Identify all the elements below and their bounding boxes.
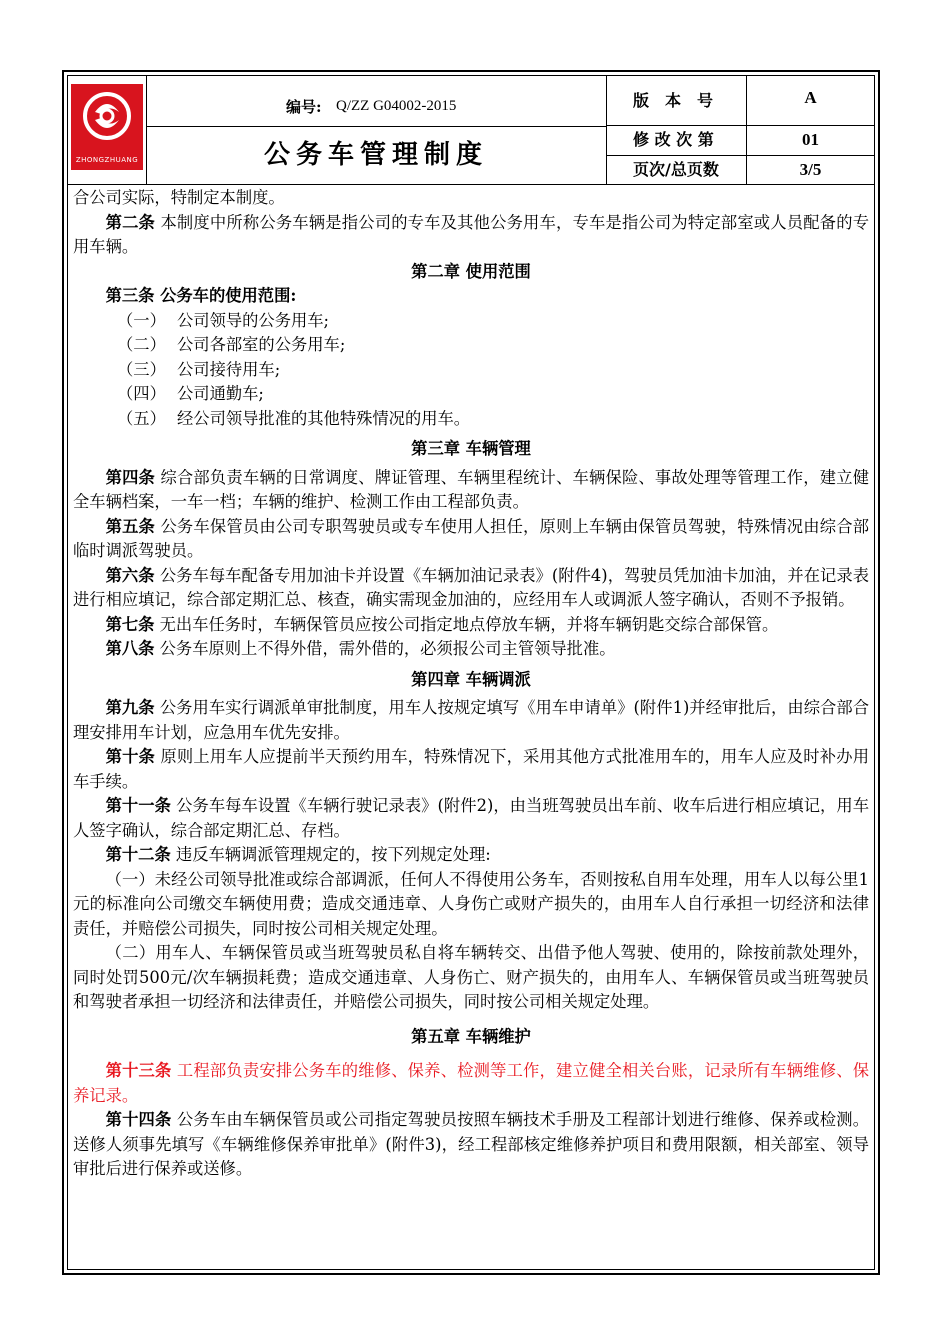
article-title: 第六条 xyxy=(105,565,155,585)
list-text: 公司通勤车; xyxy=(177,384,264,403)
document-title: 公务车管理制度 xyxy=(263,140,488,170)
chapter-4-heading: 第四章 车辆调派 xyxy=(411,669,531,689)
logo-cell xyxy=(68,76,147,184)
code-label: 编号: xyxy=(286,98,322,116)
article-title: 第五条 xyxy=(105,516,156,536)
logo-text: ZHONGZHUANG xyxy=(75,156,139,164)
article-title: 第十条 xyxy=(105,747,156,766)
chapter-5-heading: 第五章 车辆维护 xyxy=(411,1026,531,1046)
article-text: 工程部负责安排公务车的维修、保养、检测等工作，建立健全相关台账，记录所有车辆维修、保养记录。 xyxy=(73,1061,869,1105)
article-title: 第九条 xyxy=(105,698,155,717)
article-2 xyxy=(73,211,869,260)
article-title: 第八条 xyxy=(105,639,155,658)
meta-value: A xyxy=(804,88,817,107)
chapter-2-heading: 第二章 使用范围 xyxy=(411,261,531,281)
document-inner xyxy=(67,75,875,1270)
list-item xyxy=(73,358,869,383)
meta-key: 版 本 号 xyxy=(607,76,747,125)
article-text: 综合部负责车辆的日常调度、牌证管理、车辆里程统计、车辆保险、事故处理等管理工作，建立健全车辆档案，一车一档；车辆的维护、检测工作由工程部负责。 xyxy=(73,467,869,511)
article-5 xyxy=(73,515,869,564)
document-frame xyxy=(62,70,880,1275)
header-table xyxy=(68,76,874,185)
list-text: 经公司领导批准的其他特殊情况的用车。 xyxy=(177,408,471,428)
article-text: 公务车由车辆保管员或公司指定驾驶员按照车辆技术手册及工程部计划进行维修、保养或检测。送修人须事先填写《车辆维修保养审批单》(附件3)，经工程部核定维修养护项目和费用限额，相关部室、领导审批后进行保养或送修。 xyxy=(73,1110,869,1178)
list-item xyxy=(73,407,869,432)
article-title: 第七条 xyxy=(105,614,155,634)
intro-paragraph: 合公司实际，特制定本制度。 xyxy=(73,188,285,207)
list-number: （二） xyxy=(117,335,166,354)
article-text: 公务车每车配备专用加油卡并设置《车辆加油记录表》(附件4)，驾驶员凭加油卡加油，并在记录表进行相应填记，综合部定期汇总、核查，确实需现金加油的，应经用车人或调派人签字确认，否则不予报销。 xyxy=(73,565,869,609)
list-number: （三） xyxy=(117,359,166,379)
article-text: 公务车保管员由公司专职驾驶员或专车使用人担任，原则上车辆由保管员驾驶，特殊情况由综合部临时调派驾驶员。 xyxy=(73,516,869,560)
meta-row-revision xyxy=(607,125,874,156)
list-number: （五） xyxy=(117,408,166,428)
list-text: 公司各部室的公务用车; xyxy=(177,335,346,354)
code-value: Q/ZZ G04002-2015 xyxy=(336,98,457,114)
meta-value: 01 xyxy=(802,130,819,149)
article-3 xyxy=(73,284,869,309)
meta-value: 3/5 xyxy=(799,160,822,179)
article-12 xyxy=(73,843,869,868)
article-title: 第四条 xyxy=(105,467,156,487)
article-12-clause-1: （一）未经公司领导批准或综合部调派，任何人不得使用公务车，否则按私自用车处理，用车人以每公里1元的标准向公司缴交车辆使用费；造成交通违章、人身伤亡或财产损失的，由用车人自行承担一切经济和法律责任，并赔偿公司损失，同时按公司相关规定处理。 xyxy=(73,869,869,938)
meta-row-version xyxy=(607,76,874,126)
chapter-3-heading: 第三章 车辆管理 xyxy=(411,439,531,458)
article-title: 第三条 公务车的使用范围: xyxy=(105,286,297,305)
article-text: 无出车任务时，车辆保管员应按公司指定地点停放车辆，并将车辆钥匙交综合部保管。 xyxy=(159,614,779,634)
article-text: 原则上用车人应提前半天预约用车，特殊情况下，采用其他方式批准用车的，用车人应及时补办用车手续。 xyxy=(73,747,869,791)
list-item xyxy=(73,382,869,407)
article-13 xyxy=(73,1059,869,1108)
article-11 xyxy=(73,794,869,843)
article-6 xyxy=(73,564,869,613)
list-item xyxy=(73,309,869,334)
list-number: （四） xyxy=(117,384,166,403)
article-12-clause-2: （二）用车人、车辆保管员或当班驾驶员私自将车辆转交、出借予他人驾驶、使用的，除按前款处理外，同时处罚500元/次车辆损耗费；造成交通违章、人身伤亡、财产损失的，由用车人、车辆保管员或当班驾驶员和驾驶者承担一切经济和法律责任，并赔偿公司损失，同时按公司相关规定处理。 xyxy=(73,943,869,1011)
article-10 xyxy=(73,745,869,794)
list-text: 公司接待用车; xyxy=(177,359,281,379)
meta-table xyxy=(606,76,874,184)
list-item xyxy=(73,333,869,358)
article-title: 第十二条 xyxy=(105,845,171,864)
article-text: 本制度中所称公务车辆是指公司的专车及其他公务用车，专车是指公司为特定部室或人员配备的专用车辆。 xyxy=(73,212,869,256)
article-text: 公务车原则上不得外借，需外借的，必须报公司主管领导批准。 xyxy=(159,639,616,658)
article-7 xyxy=(73,613,869,638)
list-number: （一） xyxy=(117,310,166,330)
document-body xyxy=(73,186,869,1182)
article-9 xyxy=(73,696,869,745)
article-text: 公务车每车设置《车辆行驶记录表》(附件2)，由当班驾驶员出车前、收车后进行相应填记，用车人签字确认，综合部定期汇总、存档。 xyxy=(73,796,869,840)
article-title: 第十一条 xyxy=(105,796,171,815)
article-title: 第二条 xyxy=(105,212,156,232)
article-14 xyxy=(73,1108,869,1182)
article-4 xyxy=(73,466,869,515)
article-title: 第十四条 xyxy=(105,1110,172,1129)
meta-row-pages xyxy=(607,155,874,184)
meta-key: 修 改 次 第 xyxy=(607,125,747,155)
company-logo xyxy=(71,84,143,170)
doc-code-cell xyxy=(146,76,606,127)
list-text: 公司领导的公务用车; xyxy=(177,310,330,330)
article-8 xyxy=(73,637,869,662)
swirl-logo-icon xyxy=(81,90,133,144)
meta-key: 页次/总页数 xyxy=(607,155,747,184)
article-text: 公务用车实行调派单审批制度，用车人按规定填写《用车申请单》(附件1)并经审批后，由综合部合理安排用车计划，应急用车优先安排。 xyxy=(73,698,869,742)
article-title: 第十三条 xyxy=(105,1061,172,1080)
article-text: 违反车辆调派管理规定的，按下列规定处理: xyxy=(175,845,491,864)
